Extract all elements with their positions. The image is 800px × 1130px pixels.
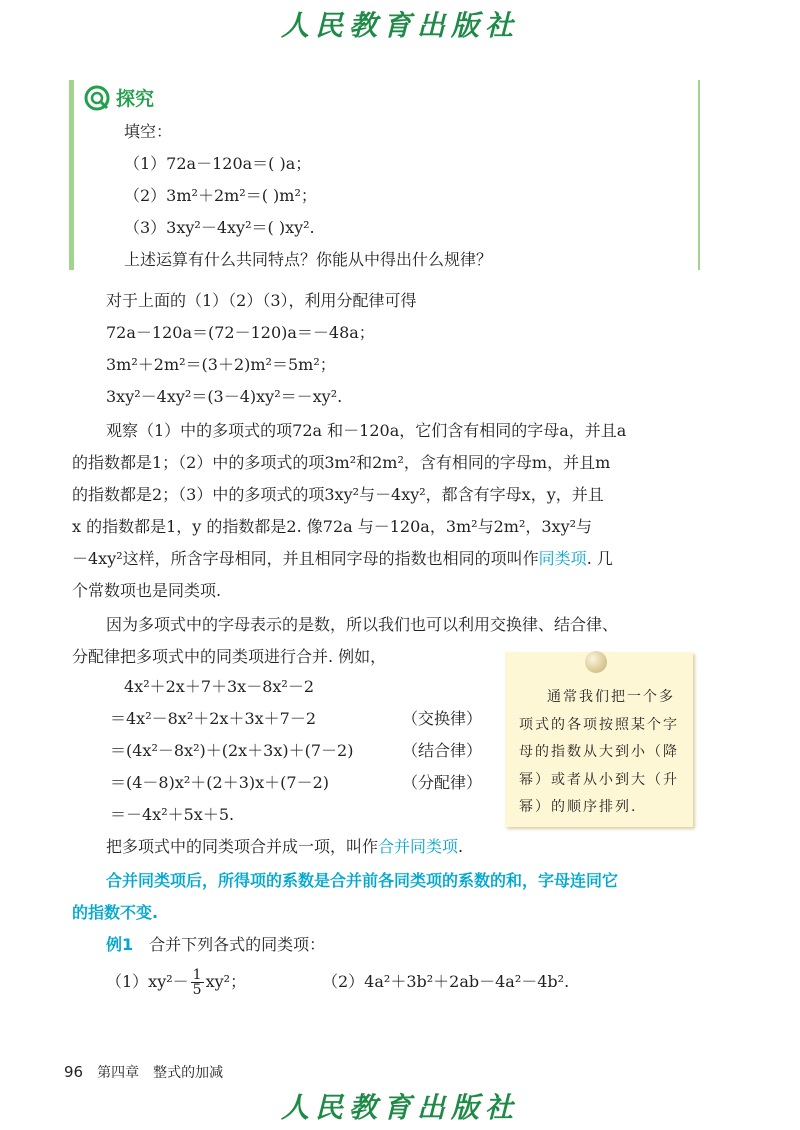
observe-line-5 [72,548,613,570]
expansion-expr-1: 4x²＋2x＋7＋3x－8x²－2 [124,677,315,696]
explore-box [69,80,700,270]
example-problem-2: （2）4a²＋3b²＋2ab－4a²－4b². [322,972,570,991]
term-combine-similar: 合并同类项 [378,837,459,856]
definition-suffix: . [458,837,464,856]
example-problem-1 [106,964,246,1000]
explore-item-2: （2）3m²＋2m²＝( )m²； [124,186,317,205]
rule-line-2: 的指数不变. [72,903,159,922]
observe-line-3: 的指数都是2；（3）中的多项式的项3xy²与－4xy²，都含有字母x，y，并且 [72,485,604,504]
term-similar-terms: 同类项 [538,549,587,568]
example-label: 例1 [106,935,134,954]
expansion-expr-5: ＝－4x²＋5x＋5. [110,805,235,824]
explore-icon [84,85,110,111]
explore-prompt: 填空： [124,122,173,141]
expansion-expr-3: ＝(4x²－8x²)＋(2x＋3x)＋(7－2) [110,741,354,760]
chapter-title: 第四章 整式的加减 [97,1065,224,1081]
definition-prefix: 把多项式中的同类项合并成一项，叫作 [106,837,379,856]
expansion-expr-4: ＝(4－8)x²＋(2＋3)x＋(7－2) [110,773,329,792]
example-text: 合并下列各式的同类项： [149,935,326,954]
fraction-one-fifth [191,968,204,997]
expansion-law-4: （分配律） [402,773,483,792]
observe-line-2: 的指数都是1；（2）中的多项式的项3m²和2m²，含有相同的字母m，并且m [72,453,611,472]
note-line-1: 通常我们把一个多 [547,689,675,705]
note-line-5: 幂）的顺序排列. [519,799,638,815]
observe-line-4: x 的指数都是1，y 的指数都是2. 像72a 与－120a，3m²与2m²，3xy²与 [72,517,593,536]
derivation-intro: 对于上面的（1）（2）（3），利用分配律可得 [106,291,417,310]
fraction-numerator: 1 [192,967,202,983]
note-line-4: 幂）或者从小到大（升 [519,771,679,788]
note-line-2: 项式的各项按照某个字 [519,716,679,733]
derivation-line-2: 3m²＋2m²＝(3＋2)m²＝5m²； [106,355,336,374]
example-p1-prefix: （1）xy²－ [106,972,189,991]
explore-title: 探究 [116,88,155,110]
example-heading [106,934,325,956]
definition-line [106,836,463,858]
example-p1-suffix: xy²； [205,972,247,991]
observe-line-1: 观察（1）中的多项式的项72a 和－120a，它们含有相同的字母a，并且a [106,421,627,440]
publisher-header: 人民教育出版社 [280,9,519,42]
note-line-3: 母的指数从大到小（降 [519,744,679,760]
pushpin-icon [585,651,607,673]
derivation-line-3: 3xy²－4xy²＝(3－4)xy²＝－xy². [106,387,343,406]
explore-heading [84,84,154,111]
explore-item-3: （3）3xy²－4xy²＝( )xy². [124,218,315,237]
rule-line-1: 合并同类项后，所得项的系数是合并前各同类项的系数的和，字母连同它 [106,871,619,890]
page-number: 96 [64,1063,84,1081]
expansion-law-2: （交换律） [402,709,483,728]
fraction-denominator: 5 [192,982,202,998]
observe-line-5-end: . 几 [586,549,613,568]
explore-item-1: （1）72a－120a＝( )a； [124,154,312,173]
page-footer [64,1062,223,1082]
explore-question: 上述运算有什么共同特点？你能从中得出什么规律？ [124,250,493,269]
expansion-expr-2: ＝4x²－8x²＋2x＋3x＋7－2 [110,709,317,728]
expansion-law-3: （结合律） [402,741,483,760]
combine-intro-1: 因为多项式中的字母表示的是数，所以我们也可以利用交换律、结合律、 [106,615,619,634]
derivation-line-1: 72a－120a＝(72－120)a＝－48a； [106,323,375,342]
observe-line-5-text: －4xy²这样，所含字母相同，并且相同字母的指数也相同的项叫作 [72,549,539,568]
publisher-footer: 人民教育出版社 [280,1091,519,1124]
side-note-text [519,684,685,822]
combine-intro-2: 分配律把多项式中的同类项进行合并. 例如， [72,647,387,666]
observe-line-6: 个常数项也是同类项. [72,581,222,600]
